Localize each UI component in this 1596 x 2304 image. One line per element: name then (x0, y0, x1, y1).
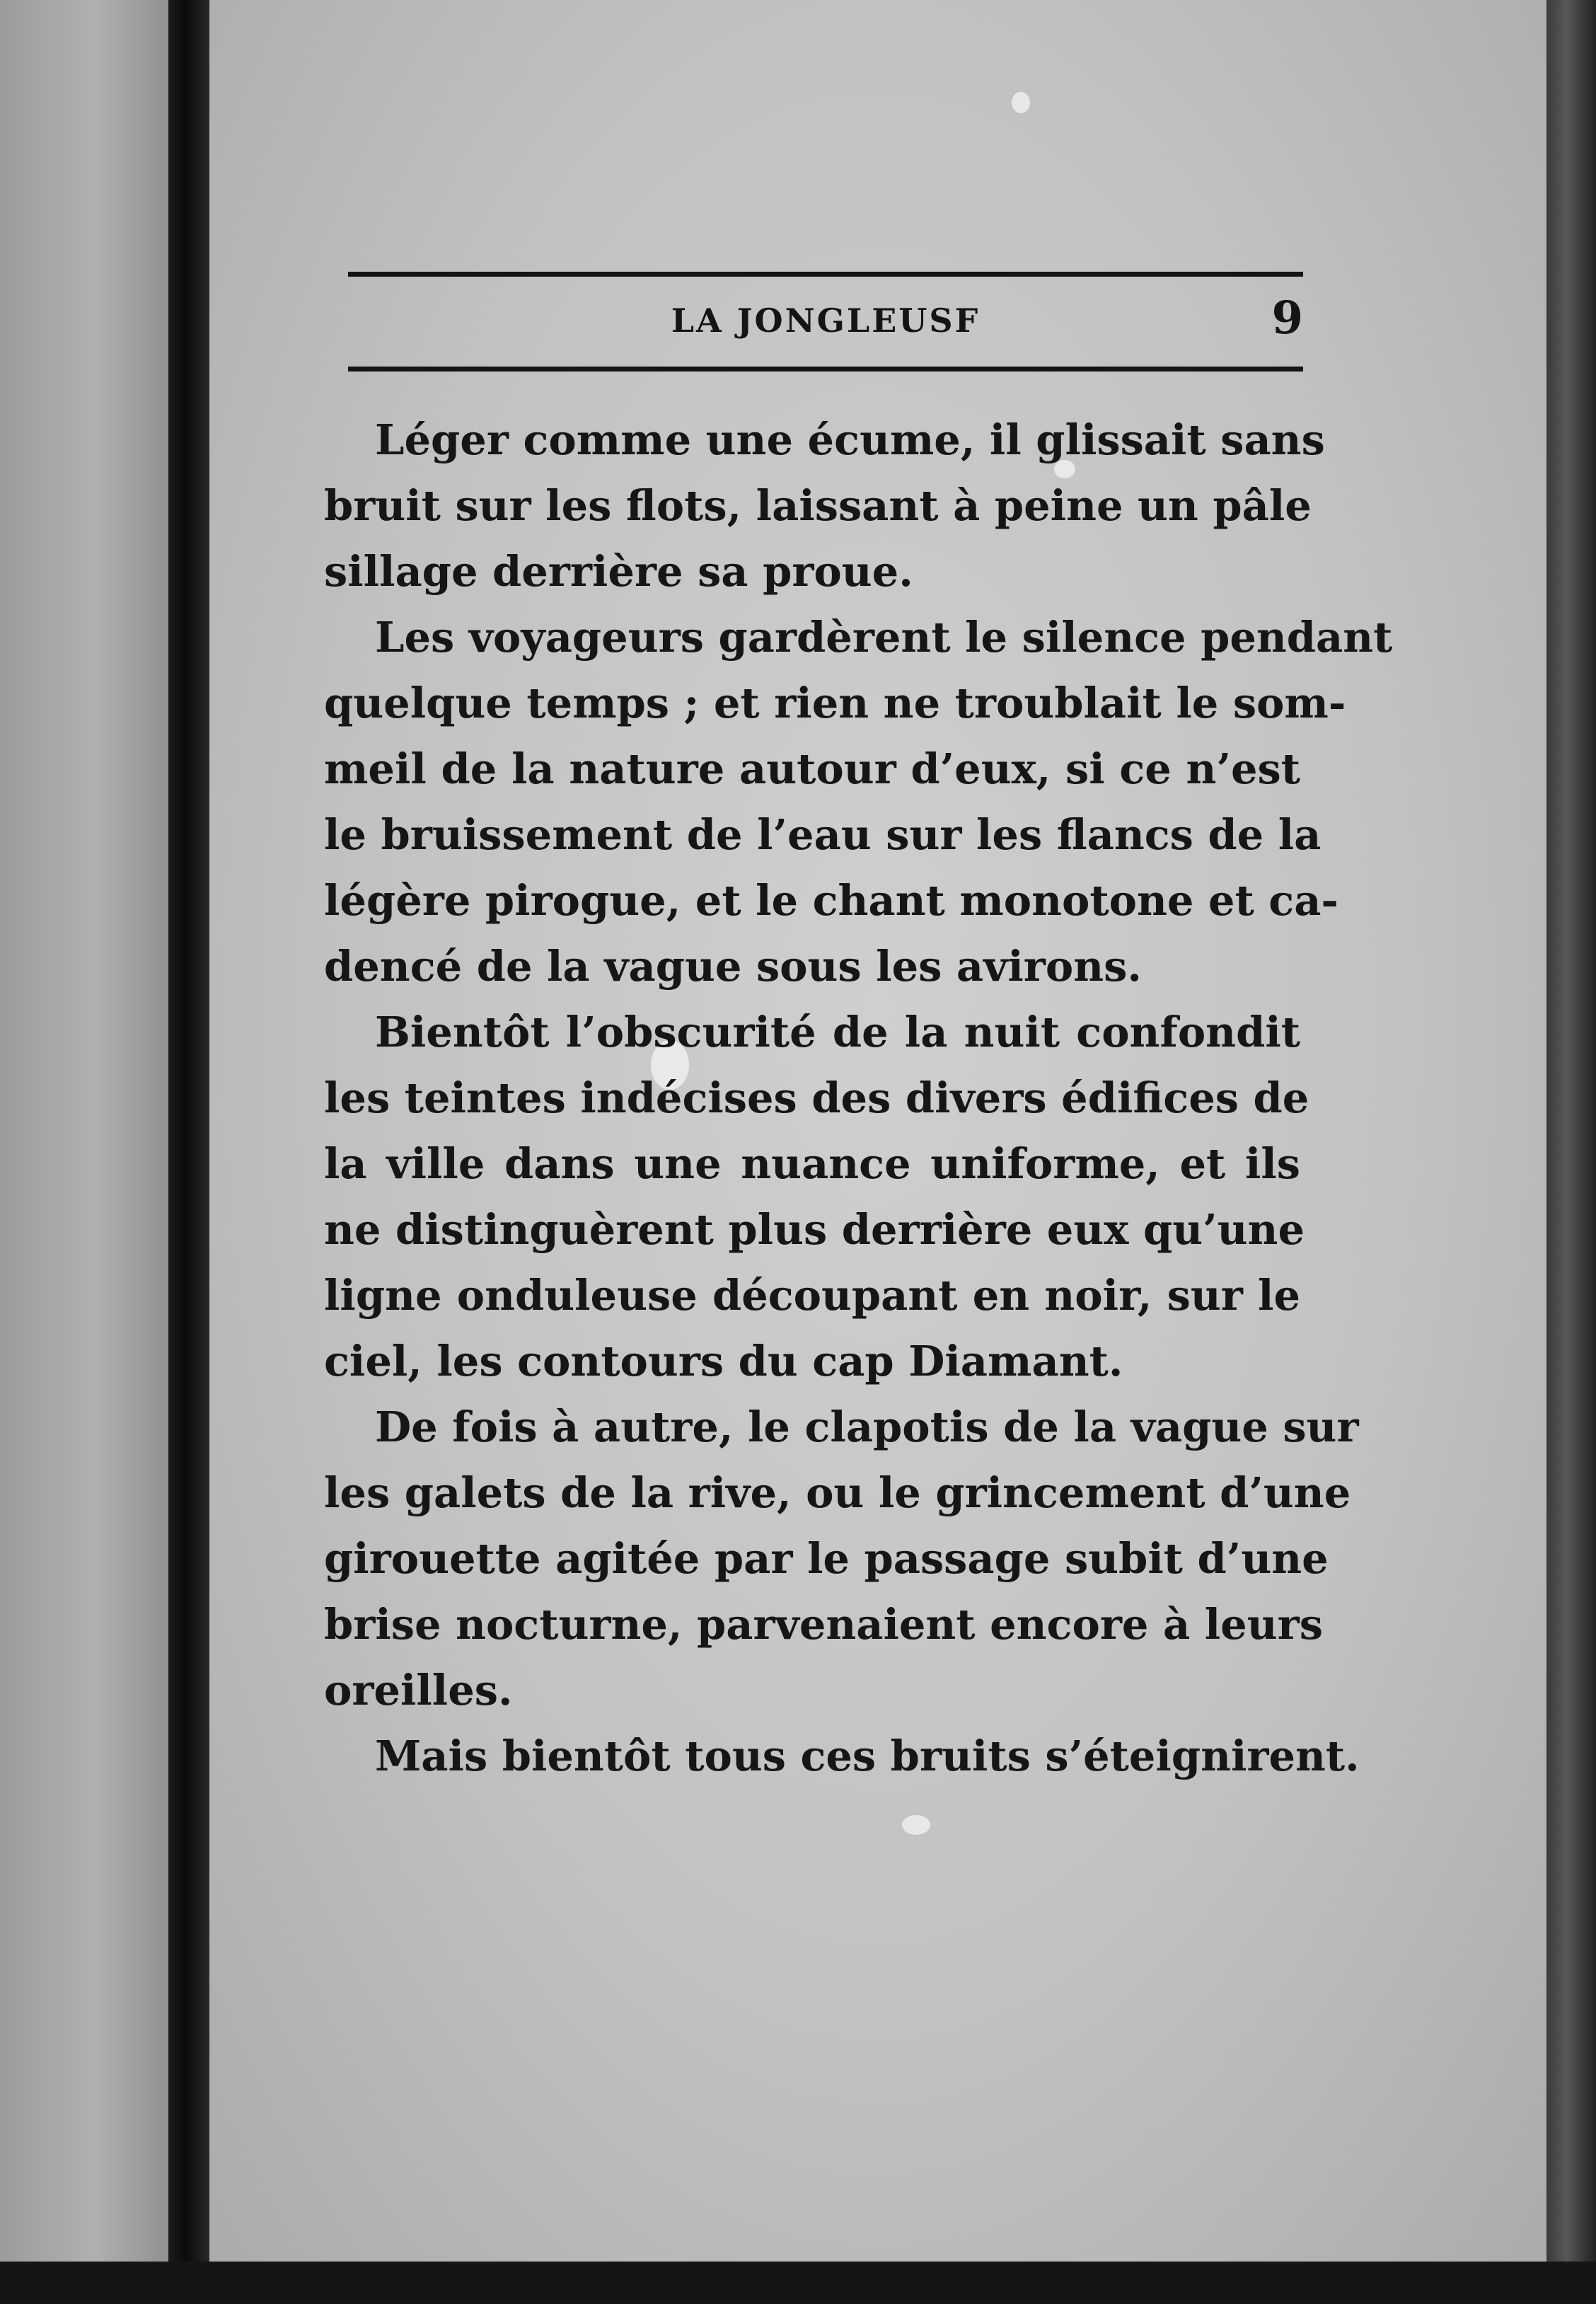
facing-page-edge (0, 0, 173, 2304)
text-line: oreilles. (324, 1666, 513, 1715)
scan-bottom-border (0, 2262, 1596, 2304)
text-line: brise nocturne, parvenaient encore à leurs (324, 1600, 1323, 1649)
page-number: 9 (1271, 292, 1303, 345)
header-rule-top (348, 272, 1303, 277)
header-rule-bottom (348, 367, 1303, 371)
text-line: quelque temps ; et rien ne troublait le som- (324, 679, 1346, 727)
body-text (324, 407, 1393, 1789)
text-line: meil de la nature autour d’eux, si ce n’est (324, 744, 1300, 793)
text-line: Léger comme une écume, il glissait sans (375, 415, 1325, 464)
text-line: les galets de la rive, ou le grincement d’une (324, 1468, 1351, 1517)
running-title: LA JONGLEUSF (671, 301, 981, 340)
text-line: ne distinguèrent plus derrière eux qu’une (324, 1205, 1305, 1254)
text-line: Les voyageurs gardèrent le silence pendant (375, 613, 1393, 662)
text-line: De fois à autre, le clapotis de la vague sur (375, 1402, 1359, 1451)
text-line: dencé de la vague sous les avirons. (324, 942, 1142, 991)
text-line: Bientôt l’obscurité de la nuit confondit (375, 1008, 1300, 1056)
page-edge-right (1546, 0, 1596, 2304)
text-line: Mais bientôt tous ces bruits s’éteignirent. (375, 1732, 1360, 1780)
text-line: le bruissement de l’eau sur les flancs de la (324, 810, 1322, 859)
text-line: la ville dans une nuance uniforme, et ils (324, 1139, 1300, 1188)
paper-speck (1012, 92, 1030, 113)
text-line: girouette agitée par le passage subit d’une (324, 1534, 1329, 1583)
book-gutter (168, 0, 211, 2304)
text-line: ligne onduleuse découpant en noir, sur le (324, 1271, 1300, 1320)
text-line: ciel, les contours du cap Diamant. (324, 1337, 1123, 1386)
text-line: sillage derrière sa proue. (324, 547, 913, 596)
running-header (348, 292, 1303, 355)
paper-speck (902, 1815, 930, 1835)
text-line: les teintes indécises des divers édifices de (324, 1073, 1309, 1122)
text-line: légère pirogue, et le chant monotone et ca- (324, 876, 1338, 925)
text-line: bruit sur les flots, laissant à peine un pâle (324, 481, 1312, 530)
